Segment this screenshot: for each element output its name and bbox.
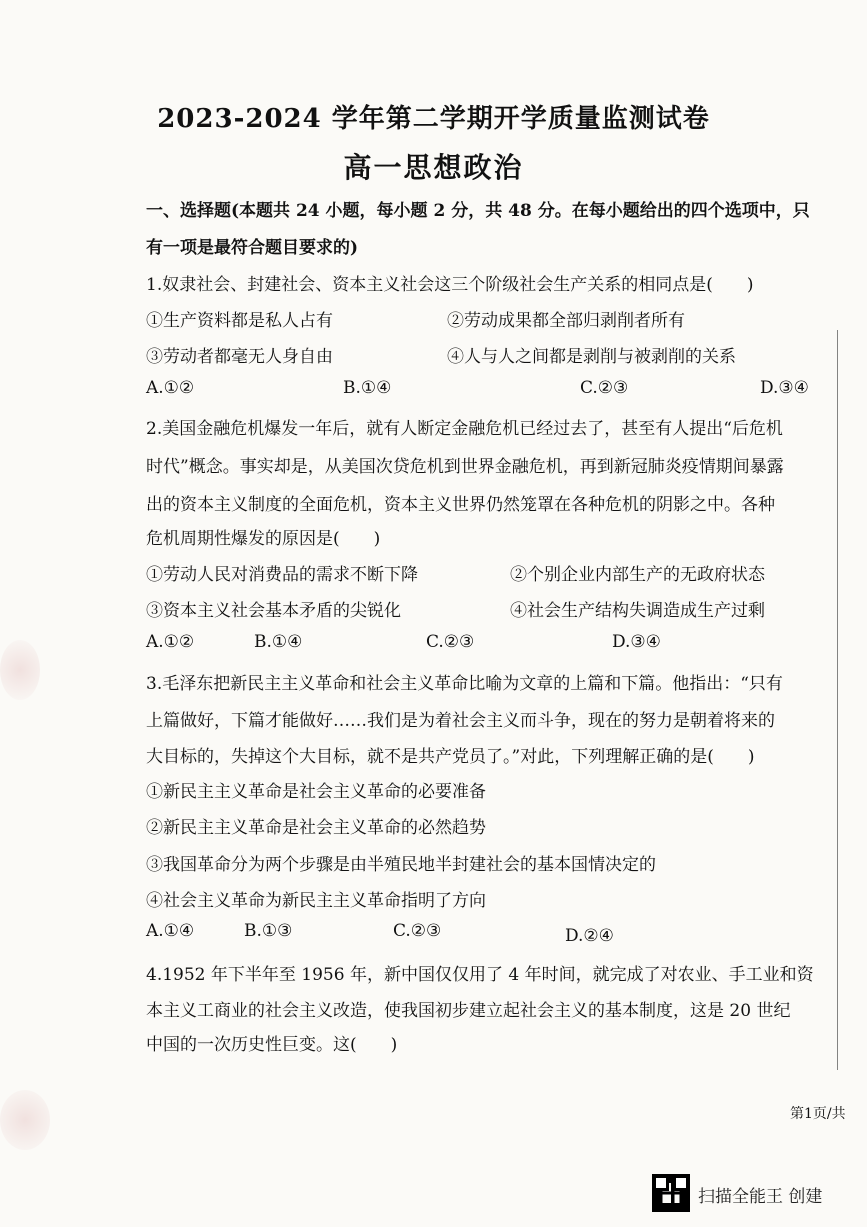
section-heading-line2: 有一项是最符合题目要求的): [146, 238, 359, 258]
q3-option-c: C.②③: [393, 921, 442, 941]
q2-item-4: ④社会生产结构失调造成生产过剩: [510, 601, 765, 621]
q1-item-3: ③劳动者都毫无人身自由: [146, 347, 333, 367]
q2-item-3: ③资本主义社会基本矛盾的尖锐化: [146, 601, 401, 621]
q3-item-4: ④社会主义革命为新民主主义革命指明了方向: [146, 891, 486, 911]
q3-option-a: A.①④: [146, 921, 195, 941]
q3-item-1: ①新民主主义革命是社会主义革命的必要准备: [146, 782, 486, 802]
qr-code-icon: [652, 1174, 690, 1212]
q1-option-a: A.①②: [146, 378, 195, 398]
q2-stem-line1: 2.美国金融危机爆发一年后，就有人断定金融危机已经过去了，甚至有人提出“后危机: [146, 419, 783, 439]
q1-item-4: ④人与人之间都是剥削与被剥削的关系: [447, 347, 736, 367]
q2-option-b: B.①④: [254, 632, 303, 652]
margin-rule: [837, 330, 838, 1070]
subject-title: 高一思想政治: [343, 151, 524, 184]
q4-stem-line1: 4.1952 年下半年至 1956 年，新中国仅仅用了 4 年时间，就完成了对农业、手工业和资: [146, 965, 814, 985]
q3-stem-line2: 上篇做好，下篇才能做好……我们是为着社会主义而斗争，现在的努力是朝着将来的: [146, 711, 775, 731]
exam-title: 2023-2024 学年第二学期开学质量监测试卷: [157, 104, 710, 134]
q2-option-d: D.③④: [612, 632, 661, 652]
scan-smudge: [0, 640, 40, 700]
q3-option-b: B.①③: [244, 921, 293, 941]
q3-stem-line1: 3.毛泽东把新民主主义革命和社会主义革命比喻为文章的上篇和下篇。他指出：“只有: [146, 674, 783, 694]
q3-item-2: ②新民主主义革命是社会主义革命的必然趋势: [146, 818, 486, 838]
q2-stem-line2: 时代”概念。事实却是，从美国次贷危机到世界金融危机，再到新冠肺炎疫情期间暴露: [146, 457, 784, 477]
scanner-watermark: 扫描全能王 创建: [698, 1187, 823, 1207]
q3-stem-line3: 大目标的，失掉这个大目标，就不是共产党员了。”对此，下列理解正确的是( ): [146, 747, 755, 767]
q1-item-1: ①生产资料都是私人占有: [146, 311, 333, 331]
q3-item-3: ③我国革命分为两个步骤是由半殖民地半封建社会的基本国情决定的: [146, 855, 656, 875]
q2-option-a: A.①②: [146, 632, 195, 652]
q4-stem-line2: 本主义工商业的社会主义改造，使我国初步建立起社会主义的基本制度，这是 20 世纪: [146, 1001, 791, 1021]
q2-stem-line3: 出的资本主义制度的全面危机，资本主义世界仍然笼罩在各种危机的阴影之中。各种: [146, 495, 775, 515]
q1-option-b: B.①④: [343, 378, 392, 398]
q2-stem-line4: 危机周期性爆发的原因是( ): [146, 529, 381, 549]
q3-option-d: D.②④: [565, 926, 614, 946]
q4-stem-line3: 中国的一次历史性巨变。这( ): [146, 1035, 398, 1055]
section-heading-line1: 一、选择题(本题共 24 小题，每小题 2 分，共 48 分。在每小题给出的四个选项中，只: [146, 201, 810, 221]
page-number: 第1页/共: [790, 1106, 846, 1122]
q1-option-d: D.③④: [760, 378, 809, 398]
q1-option-c: C.②③: [580, 378, 629, 398]
q2-item-1: ①劳动人民对消费品的需求不断下降: [146, 565, 418, 585]
q2-item-2: ②个别企业内部生产的无政府状态: [510, 565, 765, 585]
q2-option-c: C.②③: [426, 632, 475, 652]
q1-item-2: ②劳动成果都全部归剥削者所有: [447, 311, 685, 331]
q1-stem: 1.奴隶社会、封建社会、资本主义社会这三个阶级社会生产关系的相同点是( ): [146, 275, 754, 295]
scan-smudge: [0, 1090, 50, 1150]
